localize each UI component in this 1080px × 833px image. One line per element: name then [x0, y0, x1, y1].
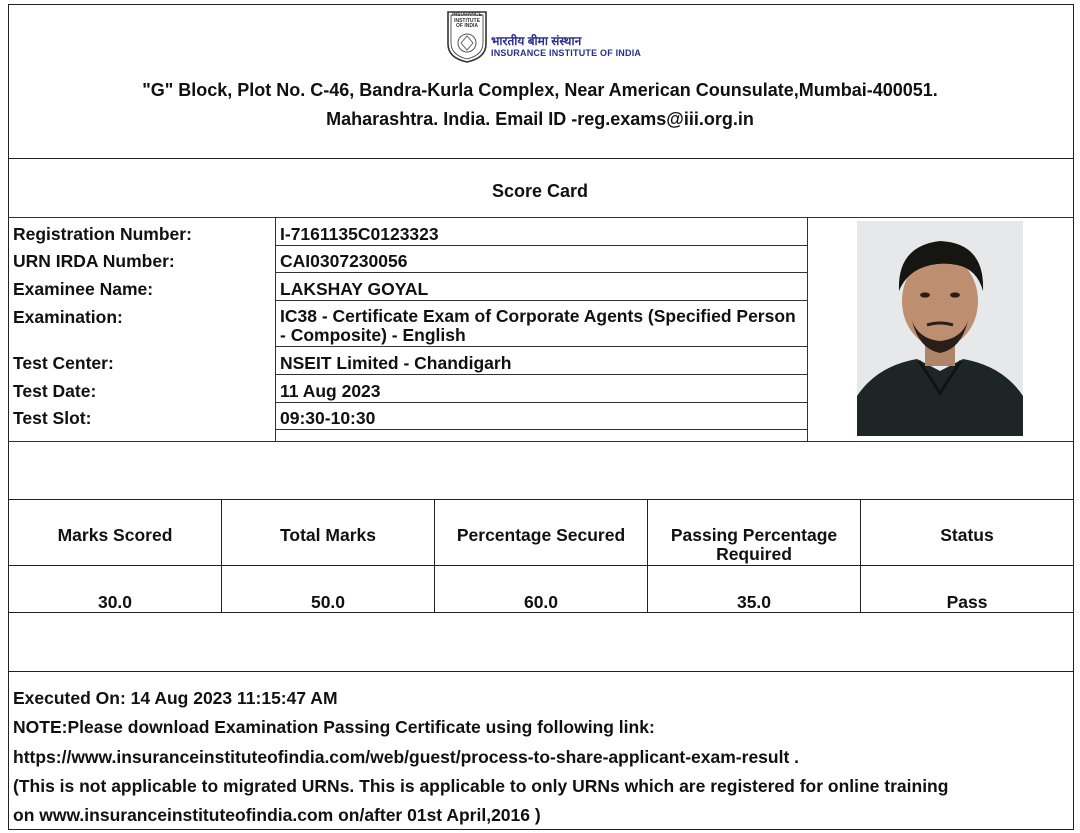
status-header: Status — [940, 525, 994, 545]
marks-scored-value: 30.0 — [97, 592, 133, 612]
test-slot-value: 09:30-10:30 — [280, 408, 376, 428]
certificate-link[interactable]: https://www.insuranceinstituteofindia.com/web/guest/process-to-share-applicant-exam-result . — [13, 747, 800, 767]
test-center-value: NSEIT Limited - Chandigarh — [280, 353, 512, 373]
urn-value: CAI0307230056 — [280, 251, 408, 271]
seal-line: INSURANCE — [452, 12, 482, 18]
marks-scored-header: Marks Scored — [57, 525, 173, 545]
marks-table-top — [8, 499, 1074, 500]
grid-line — [275, 429, 807, 430]
grid-line — [275, 374, 807, 375]
divider — [8, 217, 1074, 218]
examination-label: Examination: — [13, 307, 123, 327]
examinee-name-label: Examinee Name: — [13, 279, 154, 299]
status-value: Pass — [946, 592, 988, 612]
test-date-label: Test Date: — [13, 381, 97, 401]
grid-line — [807, 217, 808, 441]
passing-percentage-header: Passing Percentage Required — [670, 525, 838, 564]
test-center-label: Test Center: — [13, 353, 114, 373]
marks-table-divider — [8, 565, 1074, 566]
passing-percentage-value: 35.0 — [736, 592, 772, 612]
urn-label: URN IRDA Number: — [13, 251, 175, 271]
address-line-1: "G" Block, Plot No. C-46, Bandra-Kurla Complex, Near American Counsulate,Mumbai-400051. — [142, 80, 938, 100]
divider — [8, 671, 1074, 672]
candidate-photo-icon — [857, 221, 1023, 436]
institute-name — [491, 34, 641, 59]
test-slot-label: Test Slot: — [13, 408, 92, 428]
executed-on: Executed On: 14 Aug 2023 11:15:47 AM — [13, 688, 338, 708]
registration-number-value: I-7161135C0123323 — [280, 224, 439, 244]
examinee-name-value: LAKSHAY GOYAL — [280, 279, 429, 299]
grid-line — [275, 346, 807, 347]
grid-line — [275, 272, 807, 273]
total-marks-value: 50.0 — [310, 592, 346, 612]
grid-line — [275, 402, 807, 403]
seal-line: OF INDIA — [456, 23, 478, 29]
institute-name-hindi: भारतीय बीमा संस्थान — [491, 34, 582, 48]
percentage-secured-value: 60.0 — [523, 592, 559, 612]
seal-line: INSTITUTE — [454, 17, 480, 24]
seal-caption — [447, 13, 487, 30]
grid-line — [275, 245, 807, 246]
grid-line — [275, 300, 807, 301]
address-line-2: Maharashtra. India. Email ID -reg.exams@iii.org.in — [326, 109, 754, 129]
total-marks-header: Total Marks — [280, 525, 376, 545]
disclaimer-line-1: (This is not applicable to migrated URNs. This is applicable to only URNs which are registered for online training — [13, 776, 949, 796]
download-note: NOTE:Please download Examination Passing Certificate using following link: — [13, 717, 655, 737]
institute-name-english: INSURANCE INSTITUTE OF INDIA — [491, 48, 642, 58]
divider — [8, 158, 1074, 159]
page-title: Score Card — [491, 181, 589, 201]
test-date-value: 11 Aug 2023 — [280, 381, 381, 401]
candidate-photo — [857, 221, 1023, 436]
divider — [8, 441, 1074, 442]
registration-number-label: Registration Number: — [13, 224, 192, 244]
examination-value: IC38 - Certificate Exam of Corporate Agents (Specified Person - Composite) - English — [280, 306, 796, 345]
percentage-secured-header: Percentage Secured — [456, 525, 626, 545]
disclaimer-line-2: on www.insuranceinstituteofindia.com on/after 01st April,2016 ) — [13, 805, 541, 825]
grid-line — [275, 217, 276, 441]
